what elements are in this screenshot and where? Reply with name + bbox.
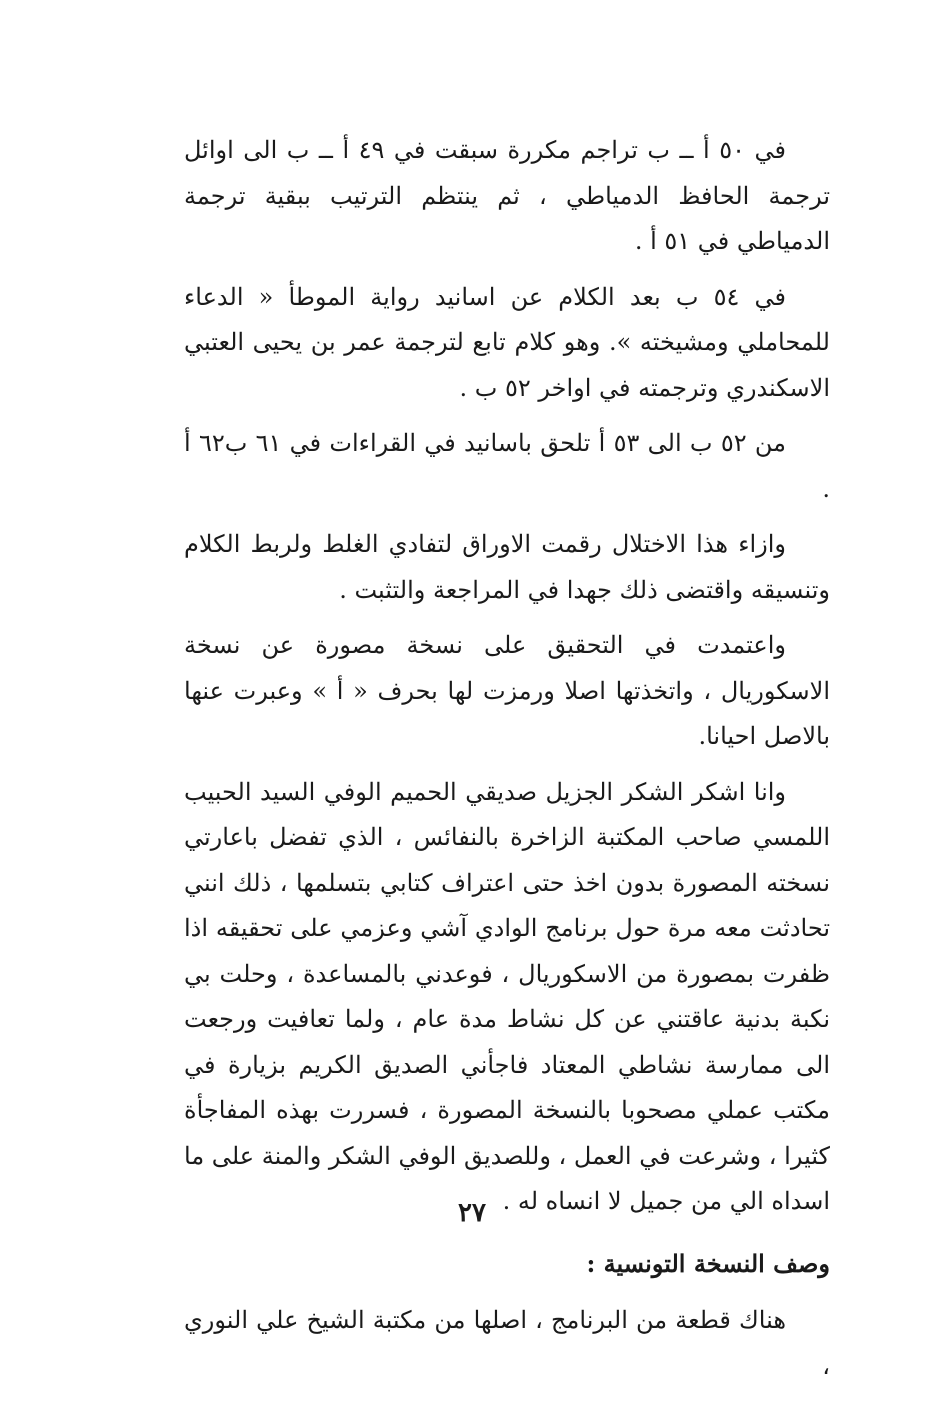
paragraph-escorial-copy: واعتمدت في التحقيق على نسخة مصورة عن نسخة الاسكوريال ، واتخذتها اصلا ورمزت لها بحرف « أ » وعبرت عنها بالاصل احيانا. (184, 631, 830, 750)
paragraph-folio-52: من ٥٢ ب الى ٥٣ أ تلحق باسانيد في القراءات في ٦١ ب٦٢ أ . (184, 429, 830, 503)
paragraph-folio-50: في ٥٠ أ ــ ب تراجم مكررة سبقت في ٤٩ أ ــ ب الى اوائل ترجمة الحافظ الدمياطي ، ثم ينتظم الترتيب ببقية ترجمة الدمياطي في ٥١ أ . (184, 136, 830, 255)
page-number: ٢٧ (458, 1198, 486, 1228)
section-heading: وصف النسخة التونسية : (586, 1248, 830, 1278)
paragraph-tunisian-copy: هناك قطعة من البرنامج ، اصلها من مكتبة الشيخ علي النوري ، (184, 1306, 830, 1380)
paragraph-renumbering: وازاء هذا الاختلال رقمت الاوراق لتفادي الغلط ولربط الكلام وتنسيقه واقتضى ذلك جهدا في المراجعة والتثبت . (184, 530, 830, 604)
paragraph-acknowledgement: وانا اشكر الشكر الجزيل صديقي الحميم الوفي السيد الحبيب اللمسي صاحب المكتبة الزاخرة بالنفائس ، الذي تفضل باعارتي نسخته المصورة بدون اخذ حتى اعتراف كتابي بتسلمها ، ذلك انني تحادثت معه مرة حول برنامج الوادي آشي وعزمي على تحقيقه اذا ظفرت بمصورة من الاسكوريال ، فوعدني بالمساعدة ، وحلت بي نكبة بدنية عاقتني عن كل نشاط مدة عام ، ولما تعافيت ورجعت الى ممارسة نشاطي المعتاد فاجأني الصديق الكريم بزيارة في مكتب عملي مصحوبا بالنسخة المصورة ، فسررت بهذه المفاجأة كثيرا ، وشرعت في العمل ، وللصديق الوفي الشكر والمنة على ما اسداه الي من جميل لا انساه له . (184, 777, 830, 1215)
paragraph-folio-54: في ٥٤ ب بعد الكلام عن اسانيد رواية الموطأ « الدعاء للمحاملي ومشيخته ». وهو كلام تابع لترجمة عمر بن يحيى العتبي الاسكندري وترجمته في اواخر ٥٢ ب . (184, 282, 830, 402)
